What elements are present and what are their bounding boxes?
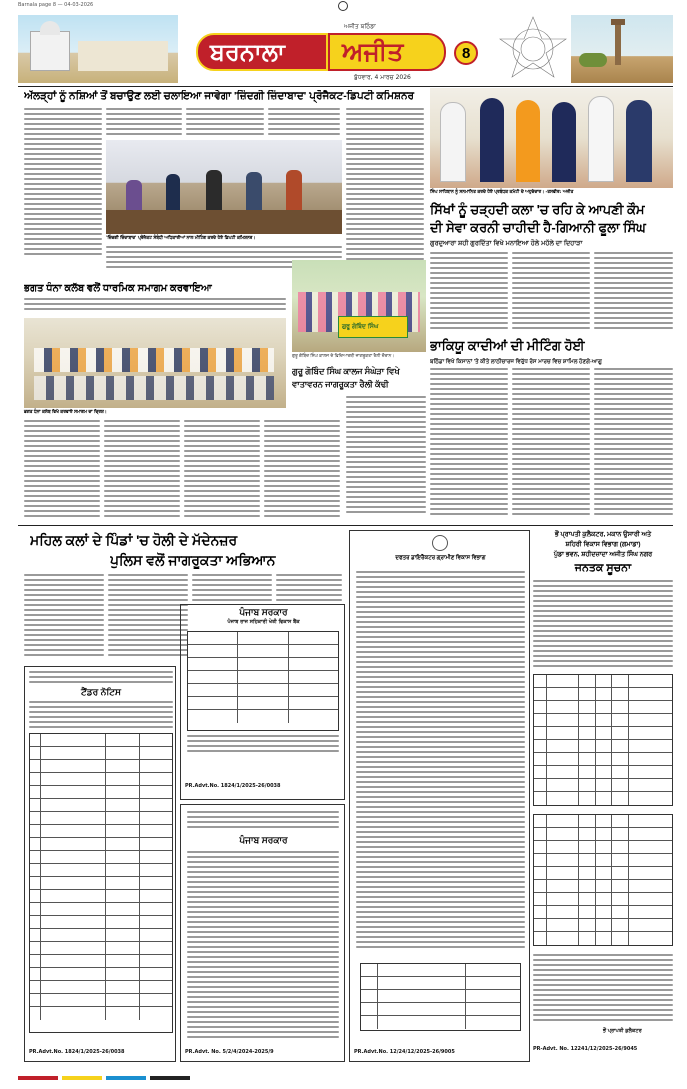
lead-story-column-2 [106, 108, 182, 138]
paper-name: ਅਜੀਤ [342, 38, 404, 66]
right-story-column-1 [430, 252, 508, 332]
lead-story-column-4 [268, 108, 340, 138]
gmada-ad-number: PR-Advt. No. 12241/12/2025-26/9045 [533, 1046, 638, 1052]
lead-story-column-3 [186, 108, 264, 138]
gmada-lines-bottom [533, 954, 673, 1024]
punjab-sarkar-2-lines-top [187, 811, 339, 831]
gmada-signature: ਭੌਂ ਪ੍ਰਾਪਤੀ ਕੁਲੈਕਟਰ [603, 1028, 642, 1034]
gmada-lines-top [533, 580, 673, 668]
bottom-color-bar [18, 1074, 673, 1082]
college-headline-1: ਗੁਰੂ ਗੋਬਿੰਦ ਸਿੰਘ ਕਾਲਜ ਸੰਘੇੜਾ ਵਿਖੇ [292, 366, 400, 376]
college-headline-2: ਵਾਤਾਵਰਨ ਜਾਗਰੂਕਤਾ ਰੈਲੀ ਕੱਢੀ [292, 379, 389, 389]
rally-banner-text: ਗੁਰੂ ਗੋਬਿੰਦ ਸਿੰਘ [342, 323, 379, 330]
gmada-table-2 [533, 814, 673, 946]
gmada-public-notice-title: ਜਨਤਕ ਸੂਚਨਾ [574, 562, 632, 574]
city-title: ਬਰਨਾਲਾ [210, 39, 285, 66]
gmada-table-1 [533, 674, 673, 806]
punjab-sarkar-2-ad-number: PR.Advt. No. 5/2/4/2024-2025/9 [185, 1049, 274, 1055]
mehal-column-2 [108, 574, 188, 662]
punjab-sarkar-lines [187, 735, 339, 755]
bku-subheadline: ਬਠਿੰਡਾ ਵਿਖੇ ਕਿਸਾਨਾਂ 'ਤੇ ਕੀਤੇ ਲਾਠੀਚਾਰਜ ਵਿਰੁੱਧ ਰੋਸ ਮਾਰਚ ਵਿਚ ਸ਼ਾਮਿਲ ਹੋਣਗੇ-ਆਗੂ [430, 359, 602, 365]
right-story-column-2 [512, 252, 590, 332]
masthead-right-photo [571, 15, 673, 83]
bku-headline: ਭਾਕਿਯੂ ਕਾਦੀਆਂ ਦੀ ਮੀਟਿੰਗ ਹੋਈ [430, 338, 585, 353]
page-number: 8 [462, 45, 471, 62]
religious-event-photo [430, 88, 673, 188]
meeting-photo-caption: 'ਜ਼ਿੰਦਗੀ ਜ਼ਿੰਦਾਬਾਦ' ਪ੍ਰੋਜੈਕਟ ਸੰਬੰਧੀ ਅਧਿਕਾਰੀਆਂ ਨਾਲ ਮੀਟਿੰਗ ਕਰਦੇ ਹੋਏ ਡਿਪਟੀ ਕਮਿਸ਼ਨਰ। [106, 236, 256, 241]
tender-notice-top-lines [29, 671, 173, 685]
bku-column-3 [594, 368, 673, 522]
lead-headline: ਅੱਲੜ੍ਹਾਂ ਨੂੰ ਨਸ਼ਿਆਂ ਤੋਂ ਬਚਾਉਣ ਲਈ ਚਲਾਇਆ ਜਾਵੇਗਾ 'ਜ਼ਿੰਦਗੀ ਜ਼ਿੰਦਾਬਾਦ' ਪ੍ਰੋਜੈਕਟ-ਡਿਪਟੀ ਕਮਿਸ਼ਨਰ [24, 90, 415, 102]
rally-banner [338, 316, 408, 338]
gmada-notice-ad [533, 530, 673, 1062]
mid-story-column-5 [346, 396, 426, 520]
college-rally-photo [292, 260, 426, 352]
college-photo-caption: ਗੁਰੂ ਗੋਬਿੰਦ ਸਿੰਘ ਕਾਲਜ ਦੇ ਵਿਦਿਆਰਥੀ ਜਾਗਰੂਕਤਾ ਰੈਲੀ ਦੌਰਾਨ। [292, 354, 395, 359]
bhagat-club-headline: ਭਗਤ ਧੰਨਾ ਕਲੱਬ ਵਲੋਂ ਧਾਰਮਿਕ ਸਮਾਗਮ ਕਰਵਾਇਆ [24, 283, 212, 294]
page-number-badge [454, 41, 478, 65]
bhagat-club-lines [24, 298, 286, 316]
rural-dev-lines [356, 571, 525, 951]
rural-dev-ad-number: PR.Advt.No. 12/24/12/2025-26/9005 [354, 1049, 455, 1055]
tender-notice-ad [24, 666, 176, 1062]
punjab-sarkar-2-lines [187, 851, 339, 1041]
gmada-head-3: ਪੁੱਡਾ ਭਵਨ, ਸ਼ਹੀਦਜ਼ਾਦਾ ਅਜੀਤ ਸਿੰਘ ਨਗਰ [553, 551, 653, 558]
religious-photo-caption: ਸਿੰਘ ਸਾਹਿਬਾਨ ਨੂੰ ਸਨਮਾਨਿਤ ਕਰਦੇ ਹੋਏ ਪ੍ਰਬੰਧਕ ਕਮੇਟੀ ਦੇ ਅਹੁਦੇਦਾਰ। -ਤਸਵੀਰ: ਅਜੀਤ [430, 190, 574, 195]
right-story-column-3 [594, 252, 673, 332]
punjab-sarkar-title: ਪੰਜਾਬ ਸਰਕਾਰ [239, 607, 288, 617]
club-photo-caption: ਭਗਤ ਧੰਨਾ ਕਲੱਬ ਵਿਖੇ ਕਰਵਾਏ ਸਮਾਗਮ ਦਾ ਦ੍ਰਿਸ਼। [24, 410, 107, 415]
mehal-headline-2: ਪੁਲਿਸ ਵਲੋਂ ਜਾਗਰੂਕਤਾ ਅਭਿਆਨ [110, 552, 276, 568]
right-top-headline-2: ਦੀ ਸੇਵਾ ਕਰਨੀ ਚਾਹੀਦੀ ਹੈ-ਗਿਆਨੀ ਫੂਲਾ ਸਿੰਘ [430, 220, 646, 235]
right-top-headline-1: ਸਿੱਖਾਂ ਨੂੰ ਚੜ੍ਹਦੀ ਕਲਾ 'ਚ ਰਹਿ ਕੇ ਆਪਣੀ ਕੌਮ [430, 202, 645, 217]
punjab-sarkar-subtitle: ਪੰਜਾਬ ਰਾਜ ਸਹਿਕਾਰੀ ਖੇਤੀ ਵਿਕਾਸ ਬੈਂਕ [227, 619, 300, 625]
rural-dev-notice-ad [349, 530, 530, 1062]
registration-mark-icon [338, 1, 348, 11]
mid-story-column-2 [104, 420, 180, 520]
mehal-column-4 [276, 574, 342, 604]
top-tag: ਅਜੀਤ ਬਠਿੰਡਾ [344, 23, 376, 30]
masthead-ornament-icon [498, 15, 568, 83]
city-title-box [196, 33, 328, 71]
lead-story-column-1 [24, 108, 102, 256]
punjab-sarkar-2-title: ਪੰਜਾਬ ਸਰਕਾਰ [239, 835, 288, 845]
meeting-photo [106, 140, 342, 234]
club-event-photo [24, 318, 286, 408]
print-slug-bar [0, 0, 687, 12]
bku-column-1 [430, 368, 508, 522]
punjab-sarkar-ad-number: PR.Advt.No. 1824/1/2025-26/0038 [185, 783, 281, 789]
punjab-sarkar-ad [180, 604, 345, 800]
masthead-rule [18, 86, 673, 87]
mid-story-column-4 [264, 420, 340, 520]
mehal-column-1 [24, 574, 104, 662]
tender-notice-table [29, 733, 173, 1033]
masthead-title-box [196, 23, 486, 81]
tender-notice-ad-number: PR.Advt.No. 1824/1/2025-26/0038 [29, 1049, 125, 1055]
print-slug: Barnala page 8 — 04-03-2026 [18, 2, 94, 8]
gmada-head-2: ਸ਼ਹਿਰੀ ਵਿਕਾਸ ਵਿਭਾਗ (ਗਮਾਡਾ) [565, 541, 641, 548]
mehal-headline-1: ਮਹਿਲ ਕਲਾਂ ਦੇ ਪਿੰਡਾਂ 'ਚ ਹੋਲੀ ਦੇ ਮੱਦੇਨਜ਼ਰ [30, 532, 238, 548]
mid-story-column-3 [184, 420, 260, 520]
paper-name-box [328, 33, 446, 71]
rural-dev-table [360, 963, 521, 1031]
mid-page-rule [18, 525, 673, 526]
emblem-icon [432, 535, 448, 551]
punjab-sarkar-ad-2 [180, 804, 345, 1062]
tender-notice-title: ਟੈਂਡਰ ਨੋਟਿਸ [81, 687, 121, 697]
gmada-head-1: ਭੌਂ ਪ੍ਰਾਪਤੀ ਕੁਲੈਕਟਰ, ਮਕਾਨ ਉਸਾਰੀ ਅਤੇ [554, 531, 652, 538]
masthead-left-photo [18, 15, 178, 83]
mehal-column-3 [192, 574, 272, 604]
right-top-subheadline: ਗੁਰਦੁਆਰਾ ਸ਼ਹੀ ਗੁਰਦਿੱਤਾ ਵਿਖੇ ਮਨਾਇਆ ਹੋਲੇ ਮਹੱਲੇ ਦਾ ਦਿਹਾੜਾ [430, 240, 583, 247]
rural-dev-title: ਦਫਤਰ ਡਾਇਰੈਕਟਰ ਗ੍ਰਾਮੀਣ ਵਿਕਾਸ ਵਿਭਾਗ [395, 555, 486, 561]
tender-notice-lines [29, 701, 173, 729]
punjab-sarkar-table [187, 631, 339, 731]
bku-column-2 [512, 368, 590, 522]
mid-story-column-1 [24, 420, 100, 520]
masthead [18, 15, 673, 83]
date-line: ਬੁੱਧਵਾਰ, 4 ਮਾਰਚ 2026 [354, 74, 411, 81]
